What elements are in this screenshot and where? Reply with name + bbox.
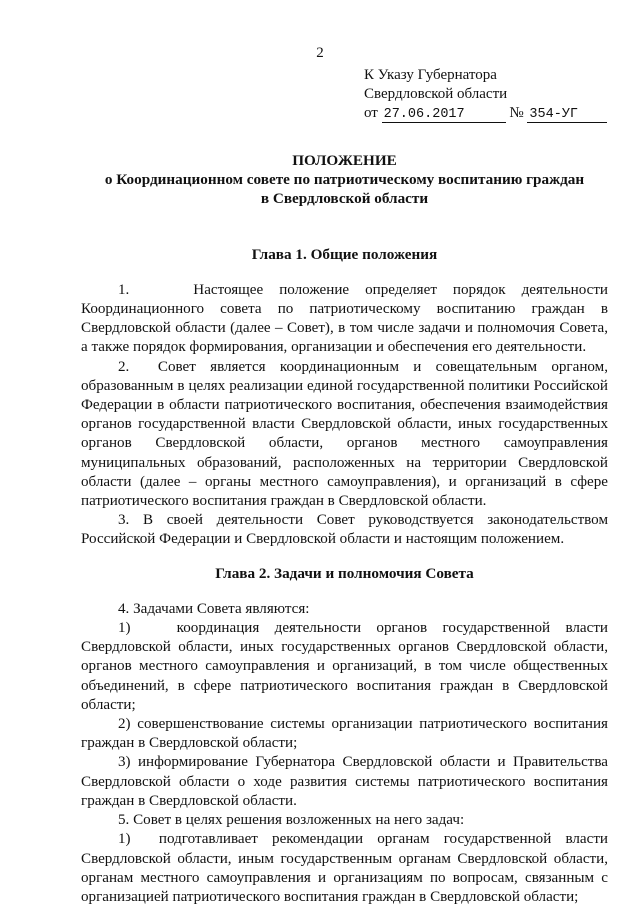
addressee-line-2: Свердловской области xyxy=(364,86,508,102)
decree-number: 354-УГ xyxy=(527,107,607,123)
page-number: 2 xyxy=(316,45,324,61)
decree-date: 27.06.2017 xyxy=(382,107,506,123)
paragraph-4: 4. Задачами Совета являются: xyxy=(118,600,310,617)
chapter-1-heading: Глава 1. Общие положения xyxy=(251,245,438,263)
paragraph-4-item-3: 3) информирование Губернатора Свердловской области и Правительства Свердловской области о ходе развития системы патриотического воспитания граждан в Свердловской области. xyxy=(81,754,608,809)
number-prefix: № xyxy=(509,105,524,121)
addressee-line-1: К Указу Губернатора xyxy=(364,67,497,83)
document-subtitle-line-2: в Свердловской области xyxy=(260,190,429,208)
paragraph-4-item-1: 1) координация деятельности органов государственной власти Свердловской области, иных государственных органов Свердловской области, органов местного самоуправления и организаций, в том числе общественных объединений, в сфере патриотического воспитания граждан в Свердловской области; xyxy=(81,620,608,713)
document-subtitle-line-1: о Координационном совете по патриотическому воспитанию граждан xyxy=(104,171,585,189)
chapter-2-heading: Глава 2. Задачи и полномочия Совета xyxy=(215,564,474,582)
paragraph-1: 1. Настоящее положение определяет порядок деятельности Координационного совета по патриотическому воспитанию граждан в Свердловской области (далее – Совет), в том числе задачи и полномочия Совета, а также порядок формирования, организации и обеспечения его деятельности. xyxy=(81,281,608,356)
paragraph-5: 5. Совет в целях решения возложенных на него задач: xyxy=(118,812,465,829)
date-prefix: от xyxy=(364,105,378,121)
document-body xyxy=(81,151,608,907)
paragraph-2: 2. Совет является координационным и совещательным органом, образованным в целях реализации единой государственной политики Российской Федерации в области патриотического воспитания, обеспечения взаимодействия органов государственной власти Свердловской области, иных государственных органов Свердловской области, органов местного самоуправления муниципальных образований, расположенных на территории Свердловской области (далее – органы местного самоуправления), и организаций в сфере патриотического воспитания граждан в Свердловской области. xyxy=(81,358,608,510)
paragraph-5-item-1: 1) подготавливает рекомендации органам государственной власти Свердловской области, иным государственным органам Свердловской области, органам местного самоуправления и организациям по вопросам, связанным с организацией патриотического воспитания граждан в Свердловской области; xyxy=(81,831,608,905)
document-title: ПОЛОЖЕНИЕ xyxy=(292,152,397,169)
paragraph-4-item-2: 2) совершенствование системы организации патриотического воспитания граждан в Свердловской области; xyxy=(81,716,608,752)
addressee-block xyxy=(364,66,614,123)
paragraph-3: 3. В своей деятельности Совет руководствуется законодательством Российской Федерации и Свердловской области и настоящим положением. xyxy=(81,512,608,548)
decree-date-number xyxy=(364,104,614,123)
